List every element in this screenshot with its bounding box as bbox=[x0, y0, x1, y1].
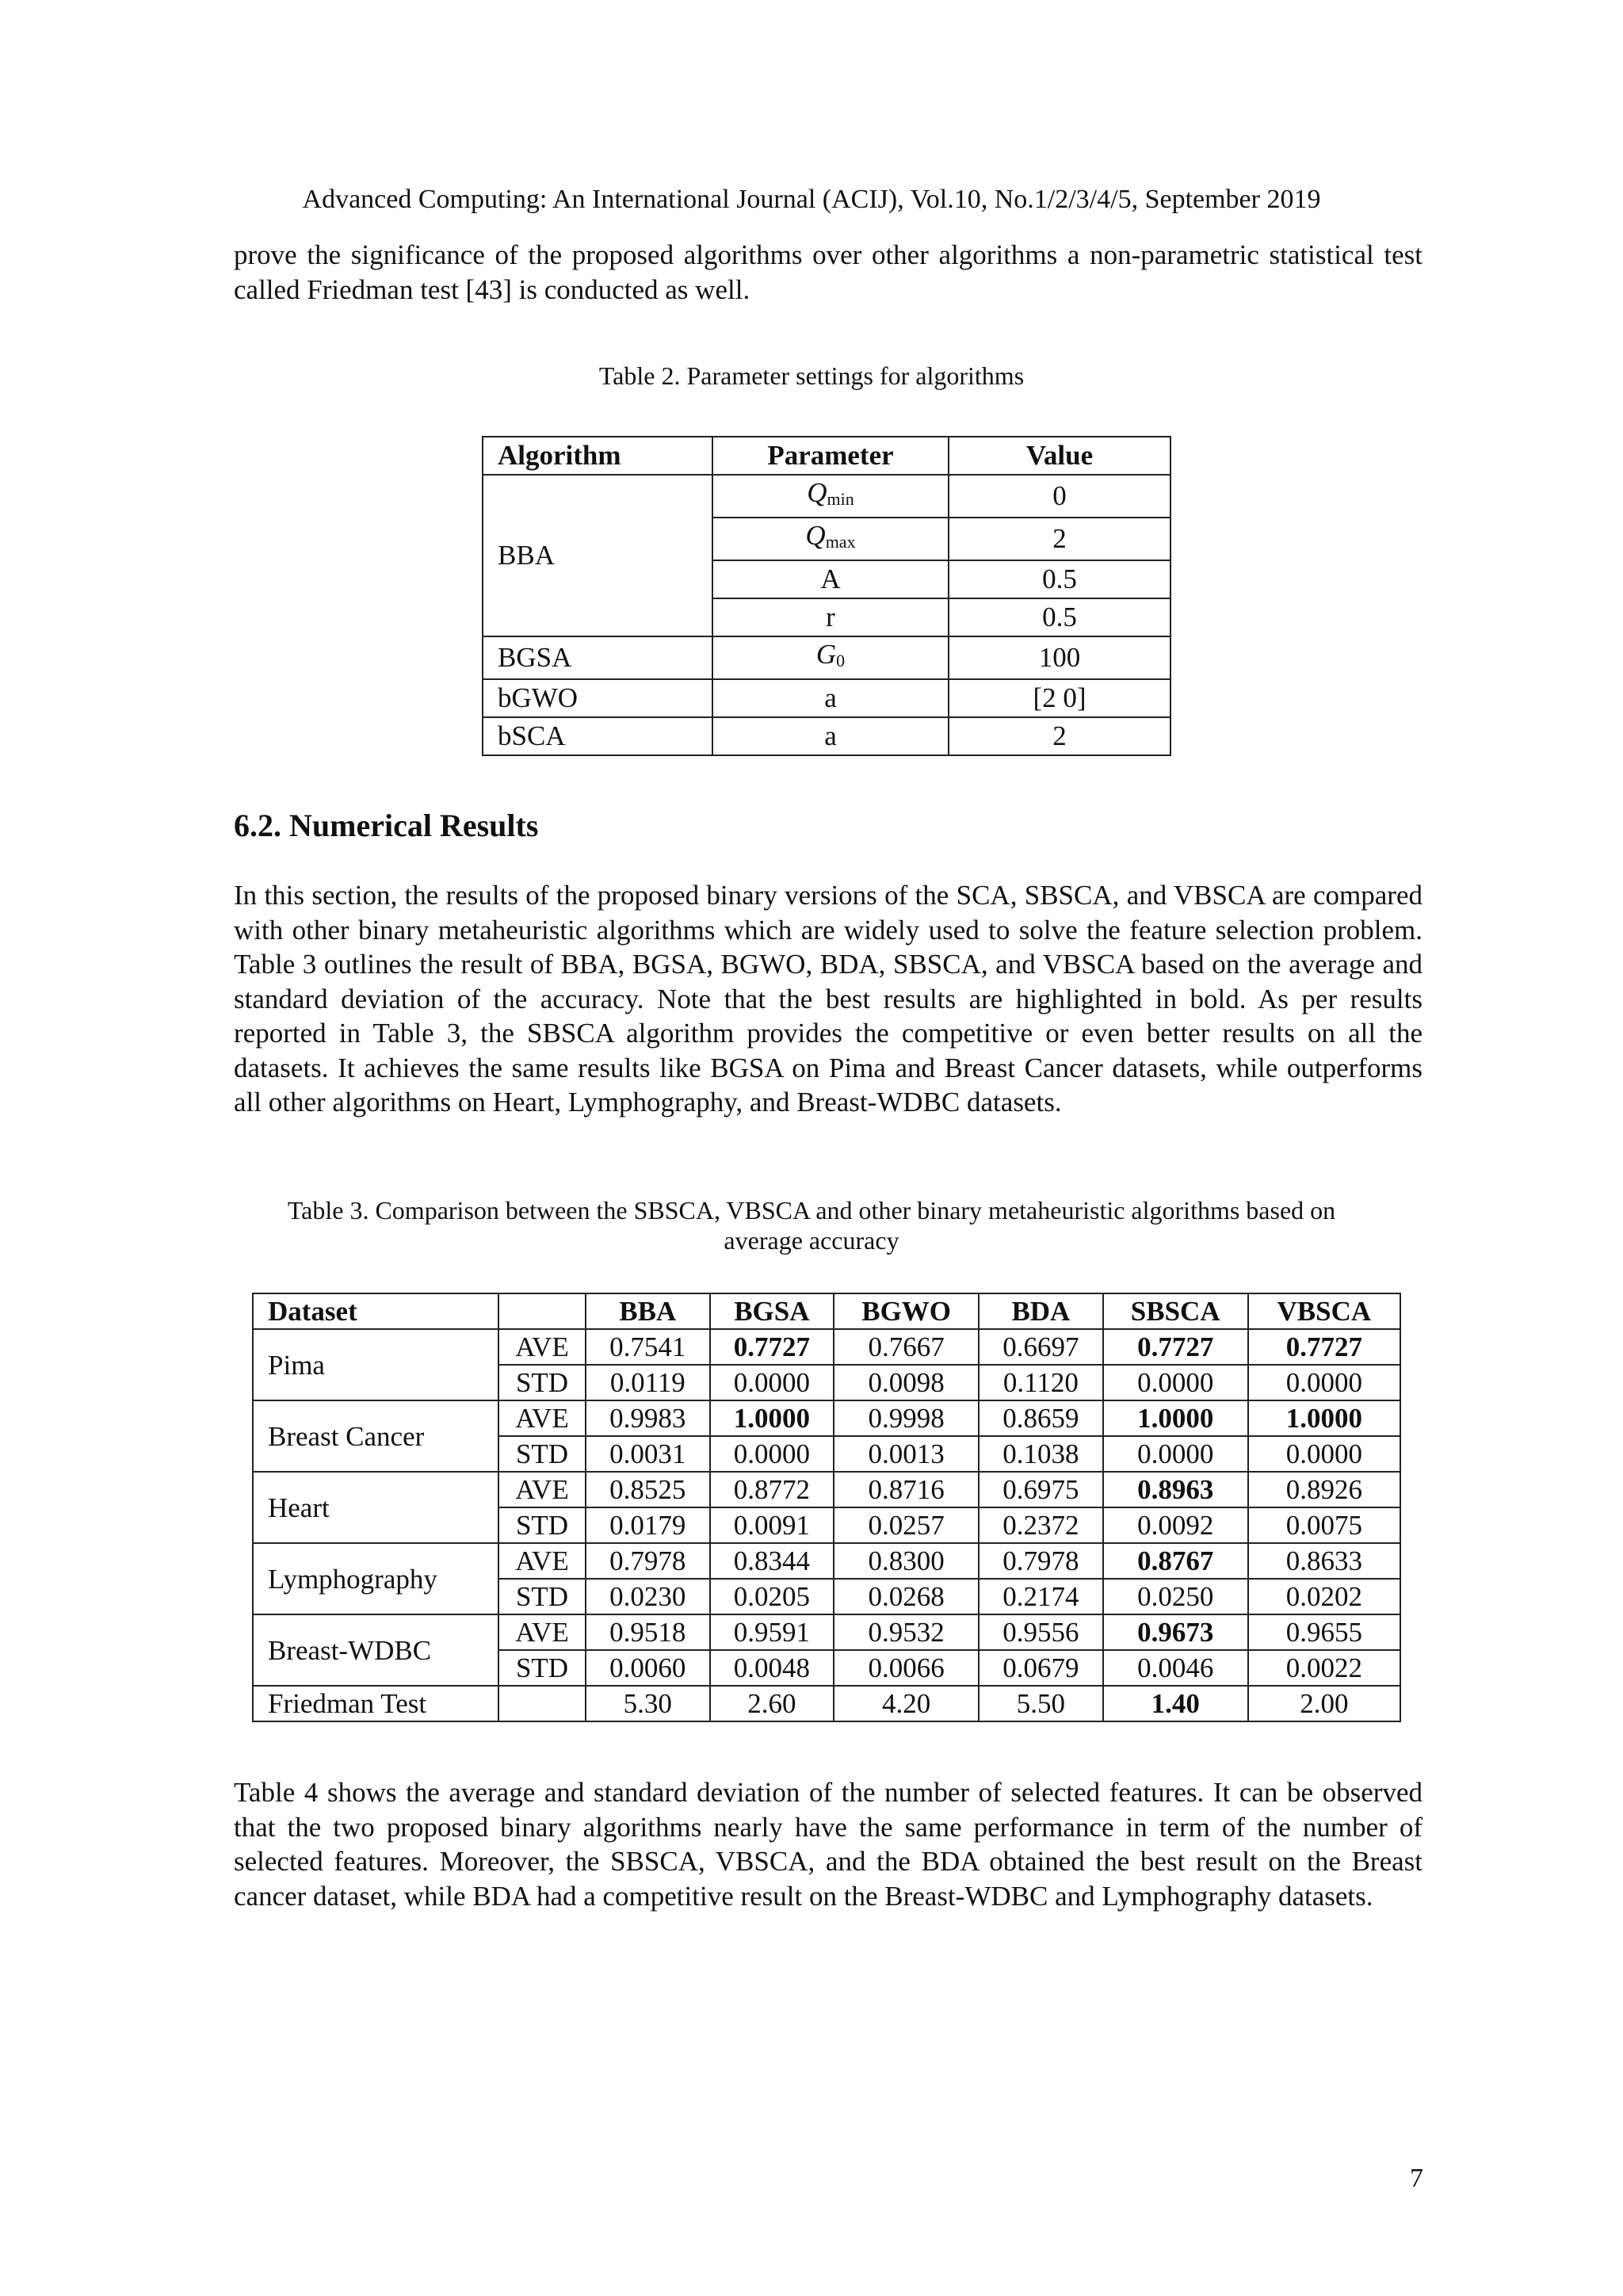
value-cell: 0.8926 bbox=[1248, 1472, 1400, 1507]
value-cell: 0.0119 bbox=[586, 1365, 710, 1400]
value-cell: 0.2372 bbox=[979, 1507, 1103, 1543]
value-cell: 0.9591 bbox=[710, 1614, 834, 1650]
value-cell: 0.0098 bbox=[834, 1365, 979, 1400]
value-cell: 0.0091 bbox=[710, 1507, 834, 1543]
value-cell: 0.8772 bbox=[710, 1472, 834, 1507]
parameter-subscript: min bbox=[827, 489, 854, 509]
parameter-cell bbox=[712, 475, 949, 518]
table-row bbox=[483, 636, 1170, 679]
value-cell: 0.8344 bbox=[710, 1543, 834, 1579]
value-cell: 0.8963 bbox=[1103, 1472, 1248, 1507]
empty-cell bbox=[498, 1686, 586, 1721]
value-cell: 0.9655 bbox=[1248, 1614, 1400, 1650]
value-cell: 2 bbox=[949, 717, 1170, 755]
table3-caption-line1: Table 3. Comparison between the SBSCA, VBSCA and other binary metaheuristic algorithms based on bbox=[287, 1196, 1336, 1224]
value-cell: 5.30 bbox=[586, 1686, 710, 1721]
value-cell: 0.0205 bbox=[710, 1579, 834, 1614]
value-cell: 2.00 bbox=[1248, 1686, 1400, 1721]
value-cell: 1.0000 bbox=[710, 1400, 834, 1436]
column-header: SBSCA bbox=[1103, 1293, 1248, 1329]
algorithm-cell: bGWO bbox=[483, 679, 712, 717]
value-cell: 0.0000 bbox=[1103, 1436, 1248, 1472]
column-header: Dataset bbox=[253, 1293, 498, 1329]
dataset-name-cell: Friedman Test bbox=[253, 1686, 498, 1721]
value-cell: 0.9532 bbox=[834, 1614, 979, 1650]
table-row bbox=[253, 1543, 1400, 1579]
table-row bbox=[483, 717, 1170, 755]
value-cell: 0.8633 bbox=[1248, 1543, 1400, 1579]
friedman-row bbox=[253, 1686, 1400, 1721]
value-cell: 0.0060 bbox=[586, 1650, 710, 1686]
value-cell: 2 bbox=[949, 518, 1170, 560]
value-cell: 0.8716 bbox=[834, 1472, 979, 1507]
page-number: 7 bbox=[1410, 2164, 1423, 2193]
column-header: BGWO bbox=[834, 1293, 979, 1329]
value-cell: 0.0179 bbox=[586, 1507, 710, 1543]
algorithm-cell: bSCA bbox=[483, 717, 712, 755]
parameter-subscript: 0 bbox=[836, 651, 846, 670]
value-cell: 0.7541 bbox=[586, 1329, 710, 1365]
value-cell: 0.0250 bbox=[1103, 1579, 1248, 1614]
value-cell: 1.40 bbox=[1103, 1686, 1248, 1721]
statistic-label-cell: AVE bbox=[498, 1329, 586, 1365]
parameter-symbol: G bbox=[815, 639, 837, 670]
value-cell: 0.6697 bbox=[979, 1329, 1103, 1365]
value-cell: 0.1038 bbox=[979, 1436, 1103, 1472]
value-cell: 0.0202 bbox=[1248, 1579, 1400, 1614]
value-cell: 0.6975 bbox=[979, 1472, 1103, 1507]
value-cell: 0.5 bbox=[949, 598, 1170, 636]
column-header: Value bbox=[949, 437, 1170, 475]
dataset-name-cell: Lymphography bbox=[253, 1543, 498, 1614]
value-cell: 0.9556 bbox=[979, 1614, 1103, 1650]
value-cell: 0.0031 bbox=[586, 1436, 710, 1472]
value-cell: 0.0268 bbox=[834, 1579, 979, 1614]
parameter-symbol: Q bbox=[807, 477, 827, 508]
parameter-cell bbox=[712, 518, 949, 560]
value-cell: 0.0000 bbox=[710, 1365, 834, 1400]
value-cell: 0.0000 bbox=[1103, 1365, 1248, 1400]
statistic-label-cell: AVE bbox=[498, 1543, 586, 1579]
parameter-cell: A bbox=[712, 560, 949, 598]
intro-paragraph: prove the significance of the proposed algorithms over other algorithms a non-parametric statistical test called Friedman test [43] is conducted as well. bbox=[234, 239, 1423, 305]
value-cell: 0.7978 bbox=[586, 1543, 710, 1579]
table-row bbox=[483, 679, 1170, 717]
statistic-label-cell: STD bbox=[498, 1365, 586, 1400]
value-cell: 0.1120 bbox=[979, 1365, 1103, 1400]
table-row bbox=[253, 1614, 1400, 1650]
table2-caption: Table 2. Parameter settings for algorithms bbox=[598, 361, 1025, 390]
value-cell: 0.0022 bbox=[1248, 1650, 1400, 1686]
parameter-cell: a bbox=[712, 679, 949, 717]
value-cell: 0.2174 bbox=[979, 1579, 1103, 1614]
column-header: Algorithm bbox=[483, 437, 712, 475]
accuracy-comparison-table bbox=[252, 1293, 1401, 1722]
column-header: VBSCA bbox=[1248, 1293, 1400, 1329]
value-cell: 0.0013 bbox=[834, 1436, 979, 1472]
value-cell: 0.0066 bbox=[834, 1650, 979, 1686]
value-cell: 0.0000 bbox=[710, 1436, 834, 1472]
value-cell: 0.8767 bbox=[1103, 1543, 1248, 1579]
value-cell: [2 0] bbox=[949, 679, 1170, 717]
parameter-cell bbox=[712, 636, 949, 679]
algorithm-cell: BBA bbox=[483, 475, 712, 636]
value-cell: 0.0679 bbox=[979, 1650, 1103, 1686]
table-header-row bbox=[253, 1293, 1400, 1329]
value-cell: 0.0000 bbox=[1248, 1436, 1400, 1472]
statistic-label-cell: AVE bbox=[498, 1472, 586, 1507]
value-cell: 1.0000 bbox=[1103, 1400, 1248, 1436]
dataset-name-cell: Pima bbox=[253, 1329, 498, 1400]
value-cell: 0.9998 bbox=[834, 1400, 979, 1436]
value-cell: 0.9983 bbox=[586, 1400, 710, 1436]
statistic-label-cell: STD bbox=[498, 1579, 586, 1614]
column-header: BBA bbox=[586, 1293, 710, 1329]
table-row bbox=[253, 1329, 1400, 1365]
value-cell: 100 bbox=[949, 636, 1170, 679]
value-cell: 0.7978 bbox=[979, 1543, 1103, 1579]
value-cell: 1.0000 bbox=[1248, 1400, 1400, 1436]
column-header bbox=[498, 1293, 586, 1329]
accuracy-table-body bbox=[253, 1293, 1400, 1721]
table3-caption-line2: average accuracy bbox=[724, 1226, 899, 1255]
closing-paragraph: Table 4 shows the average and standard deviation of the number of selected features. It can be observed that the two proposed binary algorithms nearly have the same performance in term of the number of selected features. Moreover, the SBSCA, VBSCA, and the BDA obtained the best result on the Breast cancer dataset, while BDA had a competitive result on the Breast-WDBC and Lymphography datasets. bbox=[234, 1777, 1423, 1912]
value-cell: 0.0230 bbox=[586, 1579, 710, 1614]
results-paragraph: In this section, the results of the proposed binary versions of the SCA, SBSCA, and VBSCA are compared with other binary metaheuristic algorithms which are widely used to solve the feature selection problem. Table 3 outlines the result of BBA, BGSA, BGWO, BDA, SBSCA, and VBSCA based on the average and standard deviation of the accuracy. Note that the best results are highlighted in bold. As per results reported in Table 3, the SBSCA algorithm provides the competitive or even better results on all the datasets. It achieves the same results like BGSA on Pima and Breast Cancer datasets, while outperforms all other algorithms on Heart, Lymphography, and Breast-WDBC datasets. bbox=[234, 880, 1423, 1117]
value-cell: 0.5 bbox=[949, 560, 1170, 598]
value-cell: 4.20 bbox=[834, 1686, 979, 1721]
value-cell: 0.7727 bbox=[1248, 1329, 1400, 1365]
value-cell: 0.0075 bbox=[1248, 1507, 1400, 1543]
value-cell: 2.60 bbox=[710, 1686, 834, 1721]
statistic-label-cell: STD bbox=[498, 1650, 586, 1686]
dataset-name-cell: Heart bbox=[253, 1472, 498, 1543]
parameter-cell: a bbox=[712, 717, 949, 755]
parameter-settings-table bbox=[482, 436, 1171, 756]
parameter-symbol: Q bbox=[805, 520, 826, 551]
value-cell: 0.0048 bbox=[710, 1650, 834, 1686]
dataset-name-cell: Breast-WDBC bbox=[253, 1614, 498, 1686]
value-cell: 0.0092 bbox=[1103, 1507, 1248, 1543]
statistic-label-cell: STD bbox=[498, 1507, 586, 1543]
statistic-label-cell: STD bbox=[498, 1436, 586, 1472]
statistic-label-cell: AVE bbox=[498, 1614, 586, 1650]
value-cell: 0.8525 bbox=[586, 1472, 710, 1507]
statistic-label-cell: AVE bbox=[498, 1400, 586, 1436]
running-header: Advanced Computing: An International Journal (ACIJ), Vol.10, No.1/2/3/4/5, September 2019 bbox=[302, 185, 1321, 214]
value-cell: 5.50 bbox=[979, 1686, 1103, 1721]
parameter-subscript: max bbox=[825, 532, 856, 552]
table-row bbox=[483, 475, 1170, 518]
table-row bbox=[253, 1400, 1400, 1436]
value-cell: 0.9673 bbox=[1103, 1614, 1248, 1650]
parameter-cell: r bbox=[712, 598, 949, 636]
table-header-row bbox=[483, 437, 1170, 475]
value-cell: 0.0000 bbox=[1248, 1365, 1400, 1400]
algorithm-cell: BGSA bbox=[483, 636, 712, 679]
value-cell: 0.7667 bbox=[834, 1329, 979, 1365]
value-cell: 0 bbox=[949, 475, 1170, 518]
column-header: Parameter bbox=[712, 437, 949, 475]
value-cell: 0.9518 bbox=[586, 1614, 710, 1650]
value-cell: 0.8300 bbox=[834, 1543, 979, 1579]
section-heading: 6.2. Numerical Results bbox=[234, 808, 539, 843]
value-cell: 0.0257 bbox=[834, 1507, 979, 1543]
value-cell: 0.8659 bbox=[979, 1400, 1103, 1436]
value-cell: 0.0046 bbox=[1103, 1650, 1248, 1686]
value-cell: 0.7727 bbox=[710, 1329, 834, 1365]
table-row bbox=[253, 1472, 1400, 1507]
column-header: BGSA bbox=[710, 1293, 834, 1329]
value-cell: 0.7727 bbox=[1103, 1329, 1248, 1365]
dataset-name-cell: Breast Cancer bbox=[253, 1400, 498, 1472]
column-header: BDA bbox=[979, 1293, 1103, 1329]
